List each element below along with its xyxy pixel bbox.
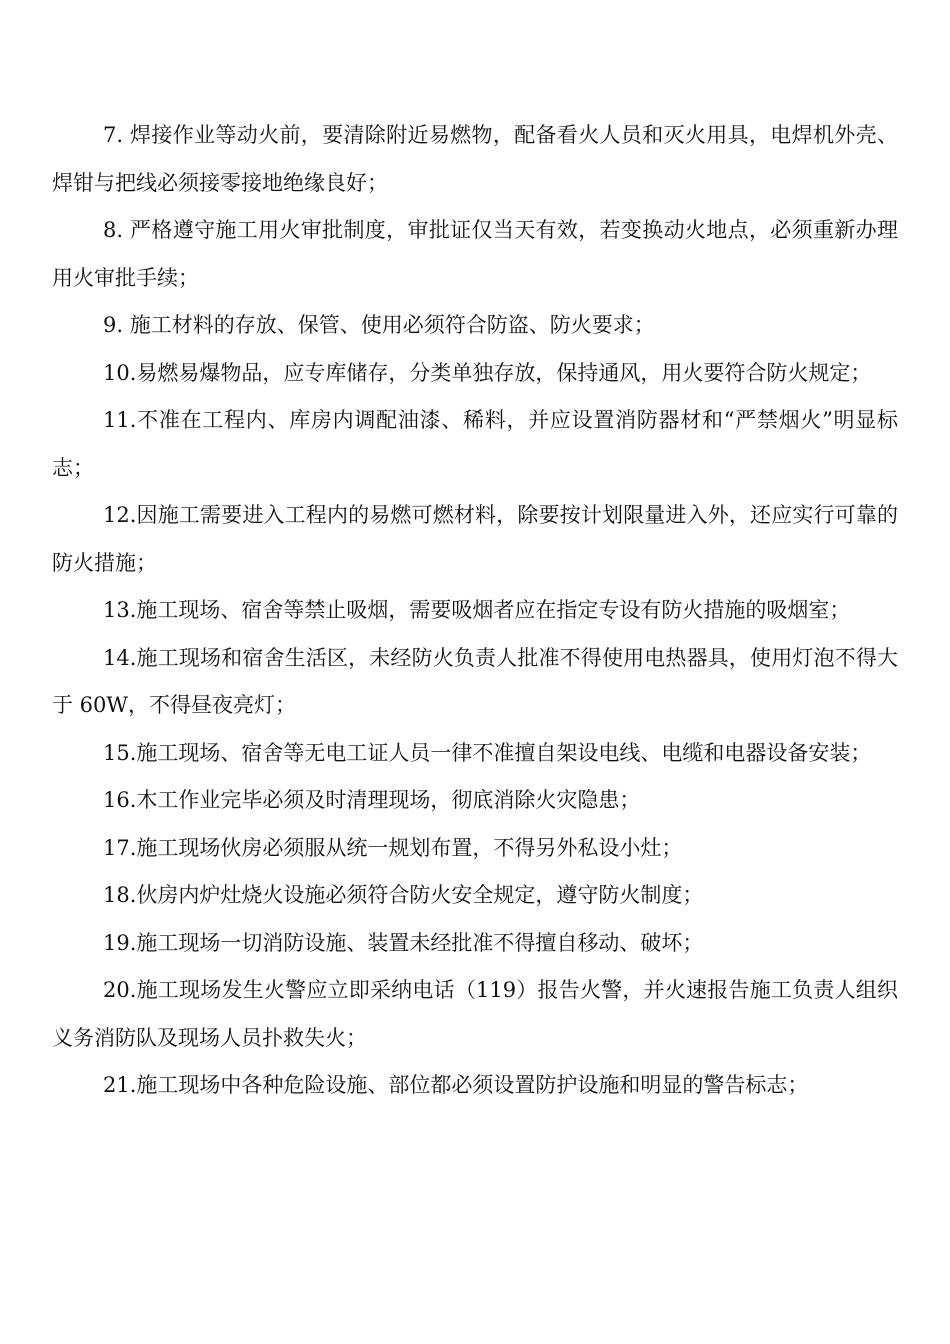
document-page: [52, 112, 898, 1110]
paragraph-item-18: 18.伙房内炉灶烧火设施必须符合防火安全规定，遵守防火制度；: [103, 883, 704, 907]
paragraph-item-16: 16.木工作业完毕必须及时清理现场，彻底消除火灾隐患；: [103, 788, 641, 812]
paragraph-item-15: 15.施工现场、宿舍等无电工证人员一律不准擅自架设电线、电缆和电器设备安装；: [103, 740, 872, 765]
paragraph-item-13: 13.施工现场、宿舍等禁止吸烟，需要吸烟者应在指定专设有防火措施的吸烟室；: [103, 598, 851, 622]
paragraph-item-10: 10.易燃易爆物品，应专库储存，分类单独存放，保持通风，用火要符合防火规定；: [103, 360, 872, 385]
paragraph-item-17: 17.施工现场伙房必须服从统一规划布置，不得另外私设小灶；: [103, 835, 683, 860]
paragraph-item-14: 14.施工现场和宿舍生活区，未经防火负责人批准不得使用电热器具，使用灯泡不得大于 60W，不得昼夜亮灯；: [52, 645, 898, 717]
paragraph-item-19: 19.施工现场一切消防设施、装置未经批准不得擅自移动、破坏；: [103, 930, 704, 955]
paragraph-item-11: 11.不准在工程内、库房内调配油漆、稀料，并应设置消防器材和“严禁烟火”明显标志；: [52, 408, 898, 480]
paragraph-item-12: 12.因施工需要进入工程内的易燃可燃材料，除要按计划限量进入外，还应实行可靠的防火措施；: [52, 503, 898, 575]
paragraph-item-20: 20.施工现场发生火警应立即采纳电话（119）报告火警，并火速报告施工负责人组织义务消防队及现场人员扑救失火；: [52, 978, 898, 1050]
paragraph-item-7: 7. 焊接作业等动火前，要清除附近易燃物，配备看火人员和灭火用具，电焊机外壳、焊钳与把线必须接零接地绝缘良好；: [52, 123, 898, 195]
paragraph-item-9: 9. 施工材料的存放、保管、使用必须符合防盗、防火要求；: [103, 313, 655, 337]
paragraph-item-8: 8. 严格遵守施工用火审批制度，审批证仅当天有效，若变换动火地点，必须重新办理用火审批手续；: [52, 218, 898, 290]
paragraph-item-21: 21.施工现场中各种危险设施、部位都必须设置防护设施和明显的警告标志；: [103, 1073, 809, 1097]
